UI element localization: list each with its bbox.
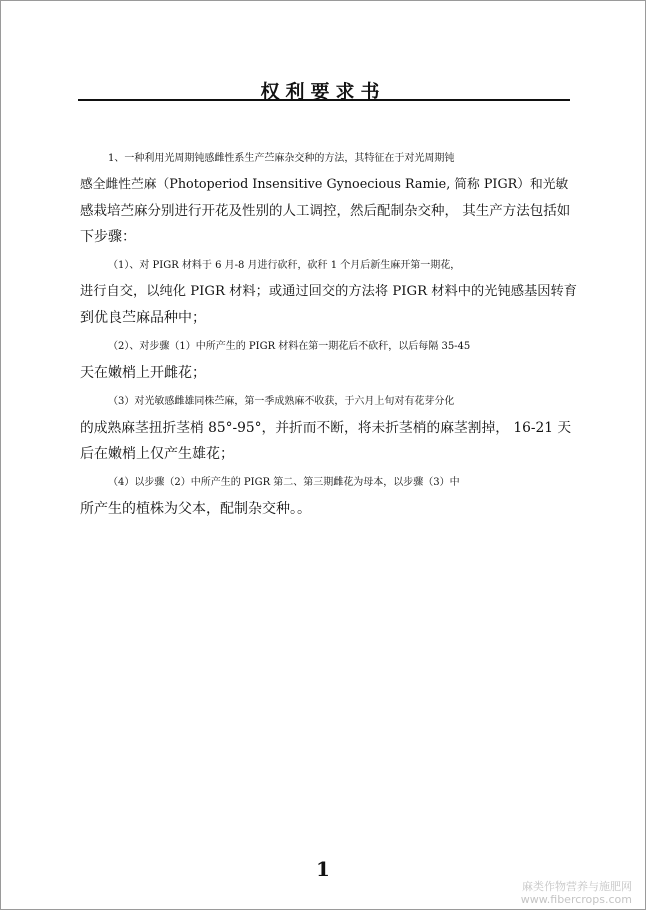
step-4 [80,470,576,522]
step-3-line-2: 的成熟麻茎扭折茎梢 85°-95°，并折而不断，将未折茎梢的麻茎割掉， 16-21 天 [80,420,572,436]
step-2 [80,334,576,386]
step-3-line-1: （3）对光敏感雌雄同株苎麻，第一季成熟麻不收获，于六月上旬对有花芽分化 [108,396,455,407]
step-1-line-2: 进行自交，以纯化 PIGR 材料；或通过回交的方法将 PIGR 材料中的光钝感基因转育 [80,284,578,299]
watermark [521,880,632,906]
step-3-line-3: 后在嫩梢上仅产生雄花； [80,446,234,462]
claim-1-line-1: 1、一种利用光周期钝感雌性系生产苎麻杂交种的方法，其特征在于对光周期钝 [108,153,455,164]
step-4-line-2: 所产生的植株为父本，配制杂交种。。 [80,501,311,517]
step-1-line-3: 到优良苎麻品种中； [80,310,206,326]
step-2-line-2: 天在嫩梢上开雌花； [80,365,206,381]
claims-body [80,146,576,525]
step-2-line-1: （2）、对步骤（1）中所产生的 PIGR 材料在第一期花后不砍秆，以后每隔 35-45 [108,341,471,352]
claim-1 [80,146,576,250]
step-1 [80,253,576,331]
watermark-site-name: 麻类作物营养与施肥网 [522,880,632,893]
step-3 [80,389,576,467]
step-4-line-1: （4）以步骤（2）中所产生的 PIGR 第二、第三期雌花为母本，以步骤（3）中 [108,477,460,488]
claim-1-line-2: 感全雌性苎麻（Photoperiod Insensitive Gynoecious Ramie, 简称 PIGR）和光敏 [80,177,569,192]
document-title: 权利要求书 [260,81,386,103]
claim-1-line-3: 感栽培苎麻分别进行开花及性别的人工调控，然后配制杂交种， 其生产方法包括如 [80,203,571,219]
title-underline [78,99,570,101]
step-1-line-1: （1）、对 PIGR 材料于 6 月-8 月进行砍秆，砍秆 1 个月后新生麻开第一期花， [108,260,461,271]
claim-1-line-4: 下步骤： [80,229,136,245]
watermark-url: www.fibercrops.com [520,893,632,906]
page-number: 1 [316,857,330,881]
